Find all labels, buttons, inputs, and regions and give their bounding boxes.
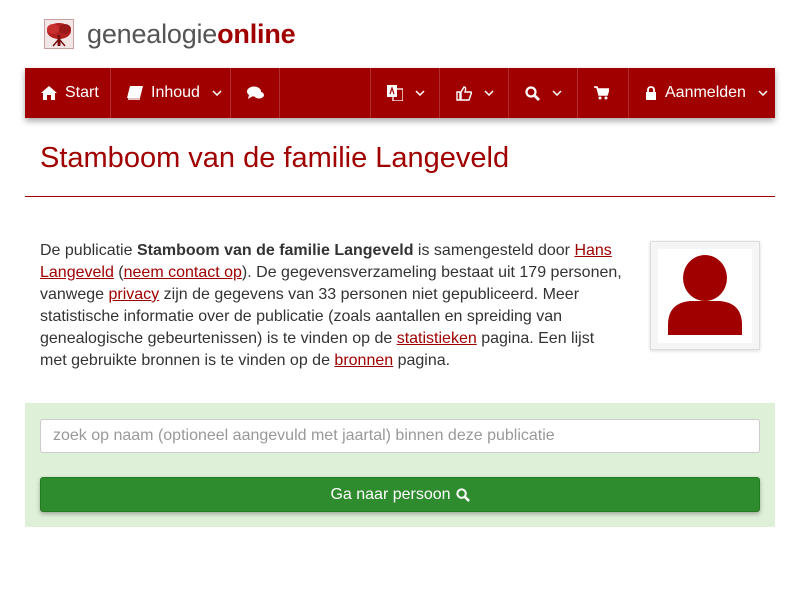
- author-link[interactable]: Hans Langeveld: [40, 242, 612, 281]
- title-divider: [25, 196, 775, 197]
- privacy-link[interactable]: privacy: [108, 286, 160, 303]
- contact-link[interactable]: neem contact op: [123, 264, 242, 281]
- nav-login-label: Aanmelden: [665, 84, 746, 101]
- avatar: [658, 249, 752, 343]
- nav-share[interactable]: [440, 68, 509, 118]
- publication-description: [40, 240, 625, 372]
- thumbs-up-icon: [456, 86, 472, 101]
- brand-text-main: genealogie: [87, 19, 218, 49]
- nav-spacer: [280, 68, 371, 118]
- chevron-down-icon: [484, 90, 494, 96]
- brand-text-accent: online: [217, 19, 296, 49]
- statistics-link[interactable]: statistieken: [396, 330, 477, 347]
- home-icon: [41, 86, 57, 100]
- search-icon: [456, 488, 470, 502]
- person-search-input[interactable]: [40, 419, 760, 453]
- person-search-panel: [25, 403, 775, 527]
- search-icon: [525, 86, 540, 101]
- intro-text: zijn de gegevens van 33 personen niet gepubliceerd. Meer statistische informatie over de publicatie (zoals aantallen en spreiding van genealogische gebeurtenissen) is te vinden op de: [40, 286, 580, 347]
- nav-start-label: Start: [65, 84, 99, 101]
- site-brand: [87, 18, 295, 50]
- chevron-down-icon: [758, 90, 768, 96]
- lock-icon: [645, 86, 657, 100]
- intro-text: pagina.: [393, 352, 451, 369]
- site-logo[interactable]: [44, 18, 295, 50]
- user-icon: [658, 249, 752, 343]
- language-icon: [387, 85, 403, 101]
- nav-login[interactable]: [629, 68, 775, 118]
- nav-inhoud[interactable]: [111, 68, 231, 118]
- go-to-person-button[interactable]: [40, 477, 760, 512]
- intro-text: pagina. Een lijst met gebruikte bronnen is te vinden op de: [40, 330, 595, 369]
- chevron-down-icon: [212, 90, 222, 96]
- nav-cart[interactable]: [578, 68, 629, 118]
- nav-forum[interactable]: [231, 68, 280, 118]
- intro-text: (: [113, 264, 124, 281]
- intro-text: ). De gegevensverzameling bestaat uit 179 personen, vanwege: [40, 264, 622, 303]
- intro-text: is samengesteld door: [413, 242, 575, 259]
- nav-language[interactable]: [371, 68, 440, 118]
- main-navbar: [25, 68, 775, 118]
- nav-inhoud-label: Inhoud: [151, 84, 200, 101]
- nav-start[interactable]: [25, 68, 111, 118]
- intro-text: De publicatie: [40, 242, 137, 259]
- comments-icon: [247, 86, 264, 100]
- sources-link[interactable]: bronnen: [334, 352, 394, 369]
- chevron-down-icon: [552, 90, 562, 96]
- tree-logo-icon: [44, 19, 74, 49]
- author-avatar-card[interactable]: [650, 241, 760, 350]
- nav-search[interactable]: [509, 68, 578, 118]
- publication-name: Stamboom van de familie Langeveld: [136, 242, 414, 259]
- shopping-cart-icon: [594, 86, 609, 100]
- go-to-person-label: Ga naar persoon: [330, 485, 451, 503]
- chevron-down-icon: [415, 90, 425, 96]
- book-icon: [127, 86, 143, 100]
- page-title: Stamboom van de familie Langeveld: [40, 142, 510, 174]
